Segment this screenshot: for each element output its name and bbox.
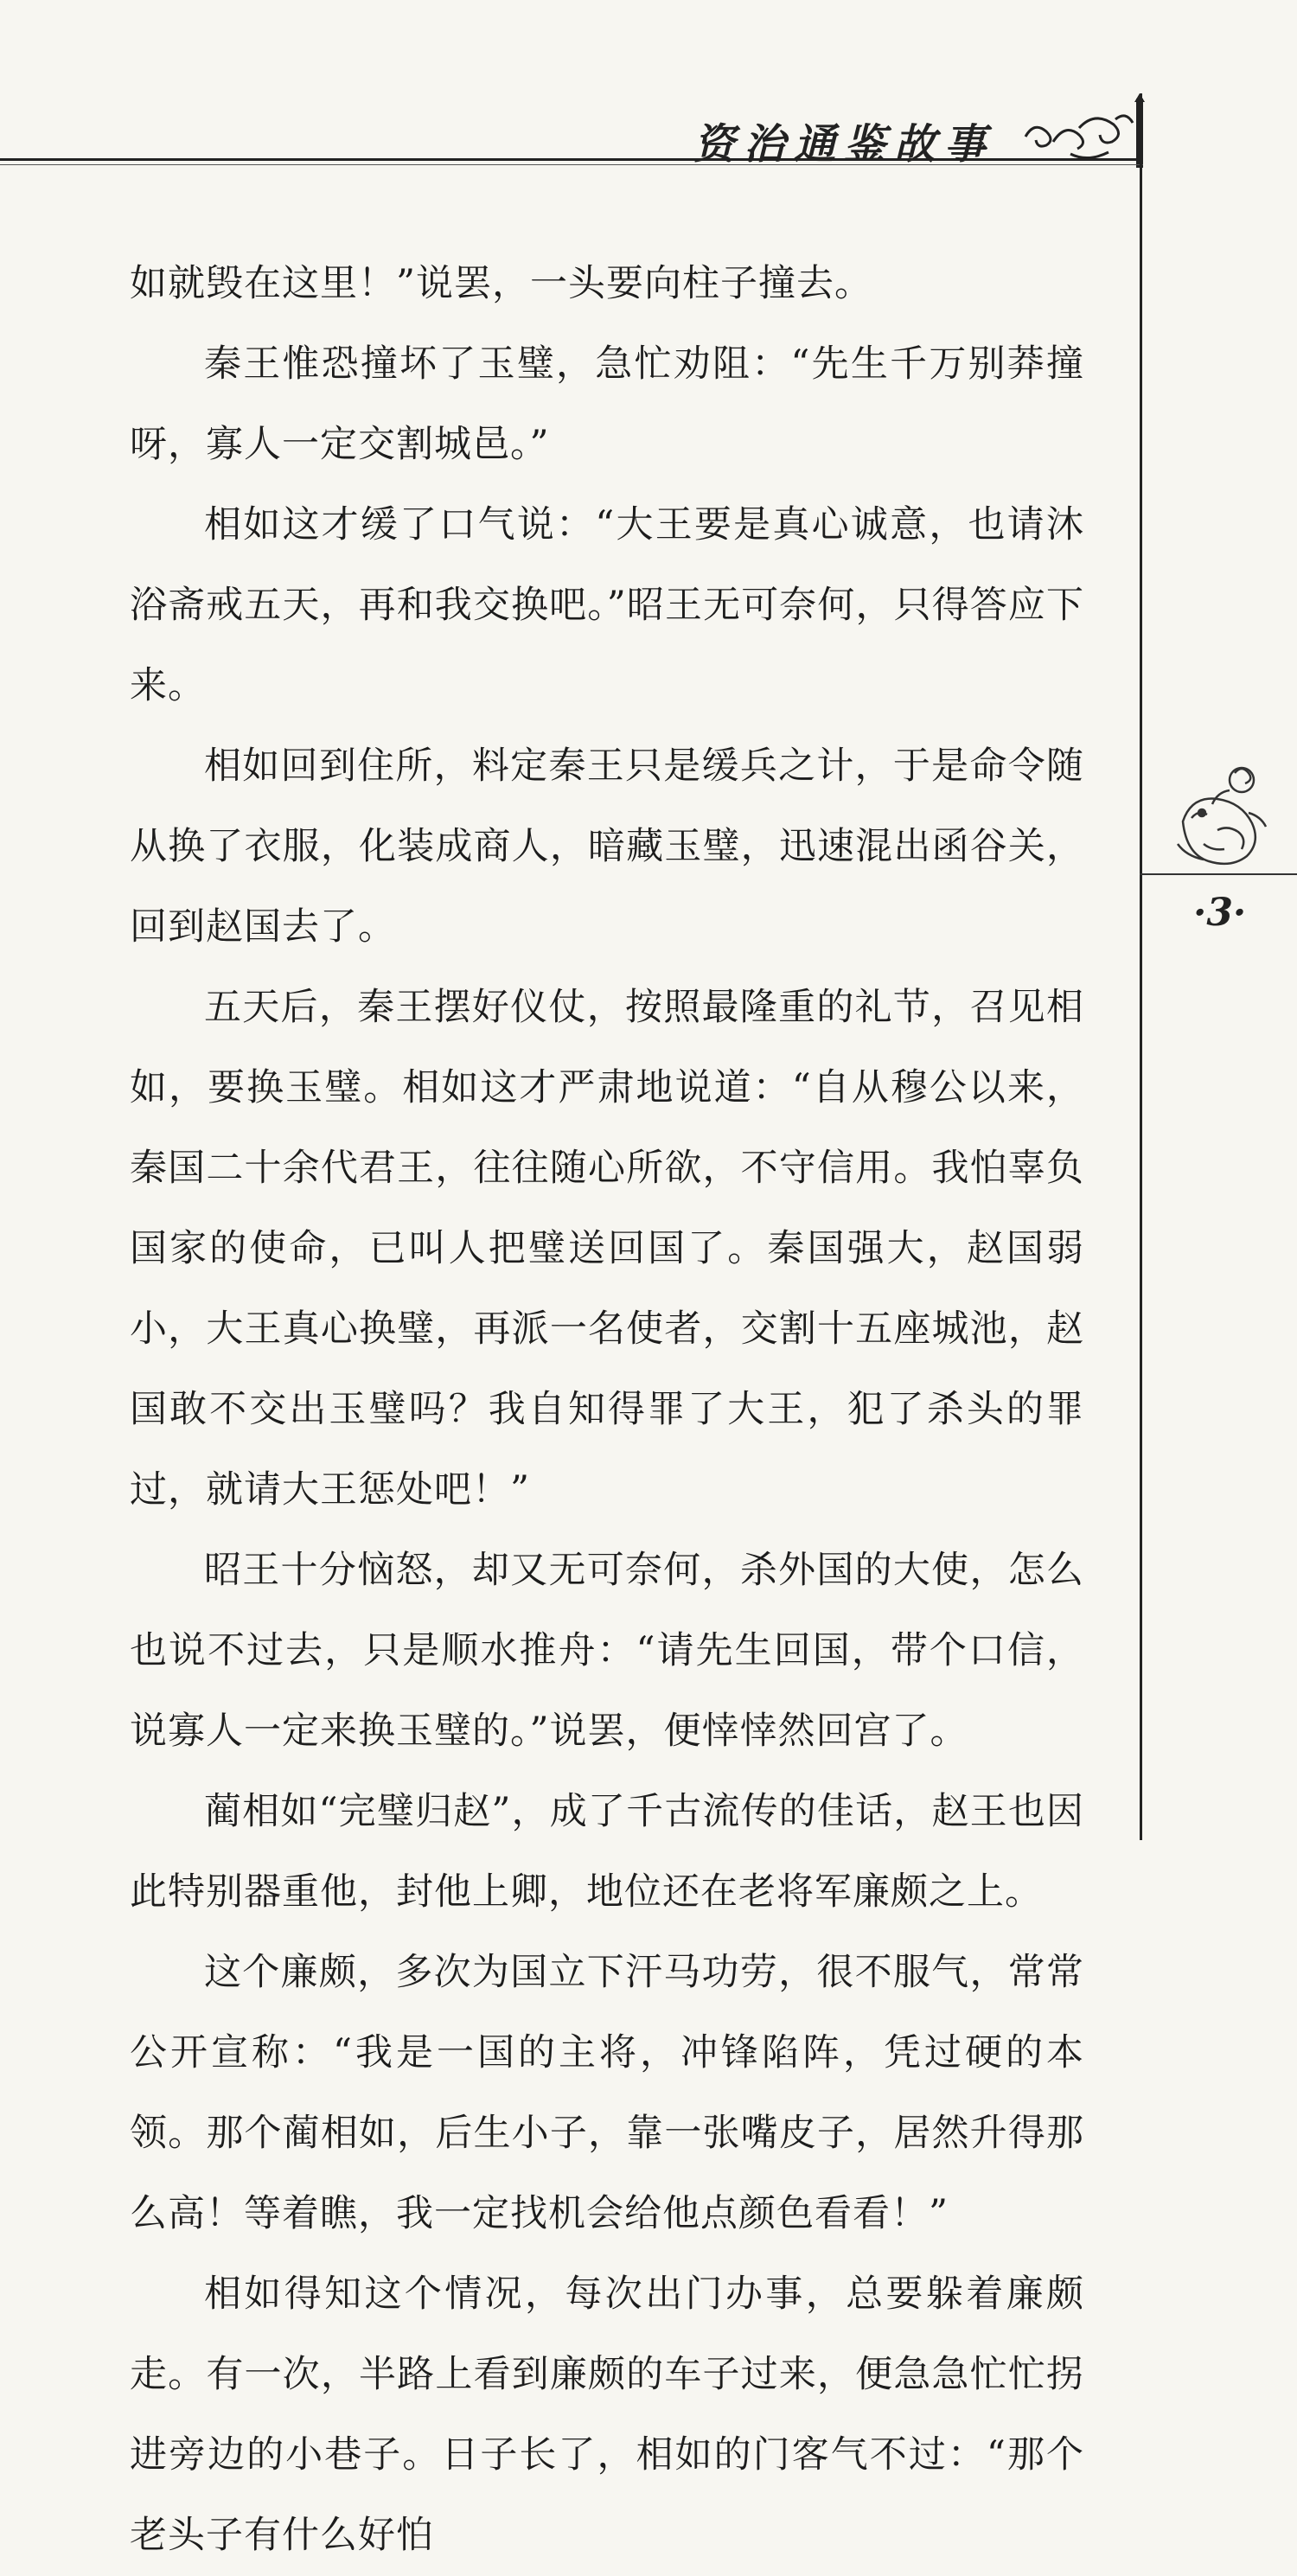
paragraph: 相如回到住所，料定秦王只是缓兵之计，于是命令随从换了衣服，化装成商人，暗藏玉璧，迅速混出函谷关，回到赵国去了。 [130,745,1084,949]
paragraph: 五天后，秦王摆好仪仗，按照最隆重的礼节，召见相如，要换玉璧。相如这才严肃地说道：“自从穆公以来，秦国二十余代君王，往往随心所欲，不守信用。我怕辜负国家的使命，已叫人把璧送回国了。秦国强大，赵国弱小，大王真心换璧，再派一名使者，交割十五座城池，赵国敢不交出玉璧吗？我自知得罪了大王，犯了杀头的罪过，就请大王惩处吧！” [130,986,1084,1512]
paragraph: 秦王惟恐撞坏了玉璧，急忙劝阻：“先生千万别莽撞呀，寡人一定交割城邑。” [130,342,1084,466]
side-rule-horizontal [1140,873,1297,875]
paragraph: 相如这才缓了口气说：“大王要是真心诚意，也请沐浴斋戒五天，再和我交换吧。”昭王无可奈何，只得答应下来。 [130,503,1084,707]
header-rule-thin [0,164,1143,165]
running-header-title: 资治通鉴故事 [693,120,994,169]
page-number: ·3· [1193,891,1247,935]
dragon-ornament-icon [1166,761,1278,873]
paragraph: 蔺相如“完璧归赵”，成了千古流传的佳话，赵王也因此特别器重他，封他上卿，地位还在老将军廉颇之上。 [130,1790,1084,1914]
paragraph: 如就毁在这里！”说罢，一头要向柱子撞去。 [130,262,872,305]
paragraph: 这个廉颇，多次为国立下汗马功劳，很不服气，常常公开宣称：“我是一国的主将，冲锋陷阵，凭过硬的本领。那个蔺相如，后生小子，靠一张嘴皮子，居然升得那么高！等着瞧，我一定找机会给他点颜色看看！” [130,1951,1084,2235]
paragraph: 相如得知这个情况，每次出门办事，总要躲着廉颇走。有一次，半路上看到廉颇的车子过来，便急急忙忙拐进旁边的小巷子。日子长了，相如的门客气不过：“那个老头子有什么好怕 [130,2272,1084,2557]
side-rule [1140,93,1142,1840]
header-rule [0,158,1143,161]
body-text [130,244,1084,2576]
paragraph: 昭王十分恼怒，却又无可奈何，杀外国的大使，怎么也说不过去，只是顺水推舟：“请先生回国，带个口信，说寡人一定来换玉璧的。”说罢，便悻悻然回宫了。 [130,1549,1084,1753]
